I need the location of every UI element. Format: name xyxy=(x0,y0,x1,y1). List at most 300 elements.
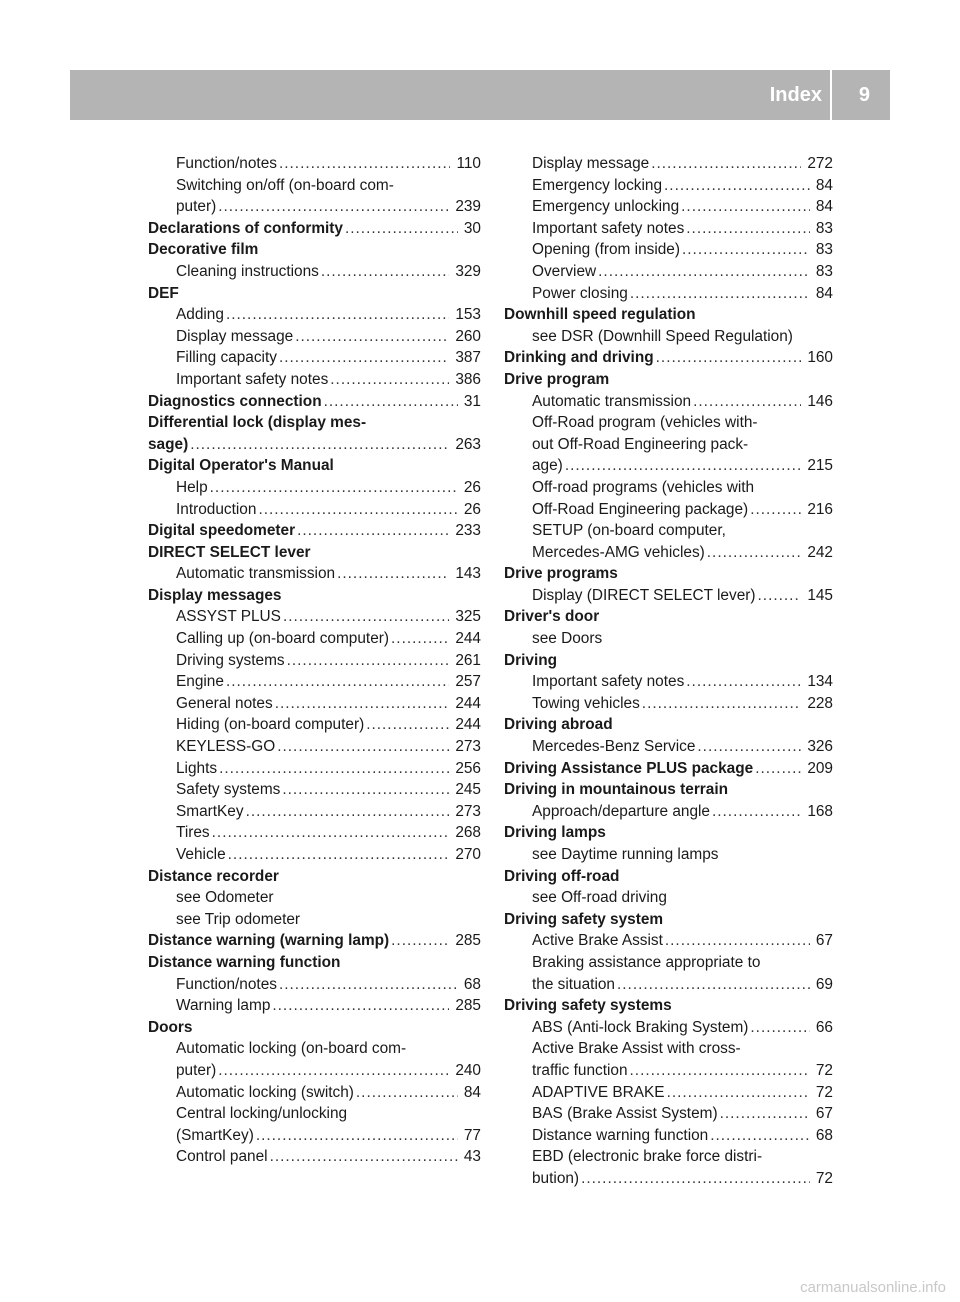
index-subentry xyxy=(148,909,481,931)
entry-text: Downhill speed regulation xyxy=(504,306,696,324)
page-ref: 326 xyxy=(807,738,833,756)
dot-leader xyxy=(758,585,802,607)
entry-text: Differential lock (display mes- xyxy=(148,414,367,432)
page-ref: 240 xyxy=(455,1061,481,1079)
index-subentry xyxy=(148,974,481,996)
page-ref: 145 xyxy=(807,586,833,604)
dot-leader xyxy=(642,693,802,715)
index-entry xyxy=(148,930,481,952)
dot-leader xyxy=(218,1060,449,1082)
index-entry xyxy=(148,239,481,261)
entry-text: Switching on/off (on-board com- xyxy=(176,176,394,194)
index-subentry xyxy=(504,153,833,175)
index-entry xyxy=(148,434,481,456)
dot-leader xyxy=(710,1125,810,1147)
entry-text: Display message xyxy=(532,155,650,172)
index-entry xyxy=(504,758,833,780)
entry-text: Off-Road program (vehicles with- xyxy=(532,414,758,432)
page-ref: 83 xyxy=(815,219,833,237)
entry-text: see Odometer xyxy=(176,889,274,907)
entry-text: Active Brake Assist with cross- xyxy=(532,1040,741,1058)
page-ref: 146 xyxy=(807,392,833,410)
dot-leader xyxy=(279,974,458,996)
dot-leader xyxy=(682,239,810,261)
entry-text: Display (DIRECT SELECT lever) xyxy=(532,586,756,604)
entry-text: ADAPTIVE BRAKE xyxy=(532,1083,665,1101)
index-subentry xyxy=(148,822,481,844)
entry-text: Driving safety systems xyxy=(504,997,672,1015)
entry-text: Power closing xyxy=(532,284,628,302)
entry-text: puter) xyxy=(176,198,217,216)
entry-text: Driving safety system xyxy=(504,910,664,928)
entry-text: Declarations of conformity xyxy=(148,219,343,237)
dot-leader xyxy=(686,671,801,693)
page-ref: 272 xyxy=(807,155,833,172)
index-subentry xyxy=(148,1146,481,1168)
page-ref: 268 xyxy=(455,824,481,842)
dot-leader xyxy=(218,196,449,218)
page-ref: 72 xyxy=(815,1061,833,1079)
entry-text: Driving in mountainous terrain xyxy=(504,781,729,799)
entry-text: Important safety notes xyxy=(532,673,685,691)
index-subentry xyxy=(504,239,833,261)
entry-text: Emergency unlocking xyxy=(532,198,680,216)
index-subentry xyxy=(148,844,481,866)
entry-text: Braking assistance appropriate to xyxy=(532,953,761,971)
index-subentry xyxy=(148,779,481,801)
index-subentry xyxy=(504,434,833,456)
index-entry xyxy=(504,909,833,931)
page-ref: 84 xyxy=(815,284,833,302)
dot-leader xyxy=(630,283,810,305)
index-subentry xyxy=(504,1082,833,1104)
entry-text: ABS (Anti-lock Braking System) xyxy=(532,1018,749,1036)
index-subentry xyxy=(504,520,833,542)
dot-leader xyxy=(720,1103,810,1125)
dot-leader xyxy=(258,499,457,521)
entry-text: Vehicle xyxy=(176,846,226,863)
index-subentry xyxy=(148,369,481,391)
dot-leader xyxy=(693,391,801,413)
dot-leader xyxy=(272,995,449,1017)
page-ref: 134 xyxy=(807,673,833,691)
index-entry xyxy=(148,866,481,888)
index-entry xyxy=(504,822,833,844)
entry-text: Warning lamp xyxy=(176,997,271,1015)
dot-leader xyxy=(321,261,449,283)
dot-leader xyxy=(681,196,810,218)
index-subentry xyxy=(504,930,833,952)
dot-leader xyxy=(391,930,449,952)
entry-text: puter) xyxy=(176,1061,217,1079)
index-entry xyxy=(148,391,481,413)
index-subentry xyxy=(504,974,833,996)
index-subentry xyxy=(148,1038,481,1060)
dot-leader xyxy=(707,542,802,564)
index-entry xyxy=(148,412,481,434)
index-subentry xyxy=(148,196,481,218)
entry-text: Off-road programs (vehicles with xyxy=(532,478,755,496)
index-entry xyxy=(504,995,833,1017)
index-entry xyxy=(504,714,833,736)
dot-leader xyxy=(356,1082,458,1104)
dot-leader xyxy=(665,930,810,952)
entry-text: Safety systems xyxy=(176,781,281,799)
entry-text: Introduction xyxy=(176,500,257,518)
entry-text: Important safety notes xyxy=(176,370,329,388)
entry-text: Central locking/unlocking xyxy=(176,1105,348,1123)
index-subentry xyxy=(504,887,833,909)
entry-text: Mercedes-AMG vehicles) xyxy=(532,543,705,561)
page-ref: 143 xyxy=(455,565,481,583)
dot-leader xyxy=(283,606,449,628)
dot-leader xyxy=(279,347,449,369)
entry-text: Decorative film xyxy=(148,241,259,259)
page-ref: 110 xyxy=(456,155,481,172)
entry-text: Function/notes xyxy=(176,975,277,993)
page-ref: 273 xyxy=(455,738,481,756)
index-subentry xyxy=(504,671,833,693)
dot-leader xyxy=(277,736,449,758)
index-subentry xyxy=(504,1146,833,1168)
index-subentry xyxy=(148,714,481,736)
index-subentry xyxy=(504,477,833,499)
header-bar xyxy=(70,70,890,120)
index-subentry xyxy=(148,1103,481,1125)
entry-text: Diagnostics connection xyxy=(148,392,322,410)
entry-text: see Doors xyxy=(532,630,603,648)
entry-text: Driver's door xyxy=(504,608,600,626)
dot-leader xyxy=(697,736,801,758)
dot-leader xyxy=(391,628,449,650)
dot-leader xyxy=(219,758,449,780)
index-subentry xyxy=(148,175,481,197)
entry-text: out Off-Road Engineering pack- xyxy=(532,435,749,453)
page-ref: 26 xyxy=(463,478,481,496)
entry-text: Automatic locking (switch) xyxy=(176,1083,354,1101)
page-ref: 43 xyxy=(463,1148,481,1166)
entry-text: Calling up (on-board computer) xyxy=(176,630,390,648)
dot-leader xyxy=(190,434,449,456)
page-ref: 31 xyxy=(463,392,481,410)
entry-text: Approach/departure angle xyxy=(532,802,710,820)
page-ref: 263 xyxy=(455,435,481,453)
entry-text: BAS (Brake Assist System) xyxy=(532,1105,718,1123)
dot-leader xyxy=(598,261,810,283)
index-subentry xyxy=(504,261,833,283)
entry-text: Cleaning instructions xyxy=(176,262,319,280)
page-ref: 239 xyxy=(455,198,481,216)
entry-text: Hiding (on-board computer) xyxy=(176,716,365,734)
entry-text: SmartKey xyxy=(176,802,244,820)
dot-leader xyxy=(337,563,449,585)
index-subentry xyxy=(148,1082,481,1104)
dot-leader xyxy=(226,671,449,693)
dot-leader xyxy=(270,1146,458,1168)
page-ref: 84 xyxy=(463,1083,481,1101)
page-ref: 242 xyxy=(807,543,833,561)
entry-text: Driving xyxy=(504,651,558,669)
index-subentry xyxy=(148,995,481,1017)
index-subentry xyxy=(148,758,481,780)
index-subentry xyxy=(504,326,833,348)
entry-text: Engine xyxy=(176,673,224,691)
page-ref: 67 xyxy=(815,932,833,950)
entry-text: Control panel xyxy=(176,1148,268,1166)
dot-leader xyxy=(630,1060,810,1082)
page-ref: 72 xyxy=(815,1083,833,1101)
dot-leader xyxy=(210,477,458,499)
page-ref: 387 xyxy=(455,349,481,367)
entry-text: Driving systems xyxy=(176,651,285,669)
index-subentry xyxy=(148,650,481,672)
index-subentry xyxy=(148,563,481,585)
entry-text: Important safety notes xyxy=(532,219,685,237)
entry-text: traffic function xyxy=(532,1061,628,1079)
index-entry xyxy=(148,218,481,240)
entry-text: Emergency locking xyxy=(532,176,663,194)
dot-leader xyxy=(366,714,449,736)
entry-text: Digital Operator's Manual xyxy=(148,457,334,475)
index-entry xyxy=(148,455,481,477)
index-subentry xyxy=(148,499,481,521)
page-ref: 329 xyxy=(455,262,481,280)
entry-text: sage) xyxy=(148,435,189,453)
page-ref: 260 xyxy=(455,327,481,345)
page-ref: 168 xyxy=(807,802,833,820)
index-subentry xyxy=(148,347,481,369)
index-subentry xyxy=(148,606,481,628)
entry-text: Driving lamps xyxy=(504,824,606,842)
dot-leader xyxy=(256,1125,458,1147)
index-entry xyxy=(148,1017,481,1039)
dot-leader xyxy=(246,801,450,823)
index-subentry xyxy=(504,196,833,218)
index-subentry xyxy=(148,671,481,693)
page-ref: 83 xyxy=(815,262,833,280)
dot-leader xyxy=(279,153,450,175)
entry-text: Distance warning (warning lamp) xyxy=(148,932,390,950)
index-subentry xyxy=(504,844,833,866)
entry-text: Driving abroad xyxy=(504,716,613,734)
index-subentry xyxy=(148,628,481,650)
page-ref: 66 xyxy=(815,1018,833,1036)
index-entry xyxy=(148,520,481,542)
page-ref: 83 xyxy=(815,241,833,259)
index-subentry xyxy=(504,542,833,564)
dot-leader xyxy=(656,347,802,369)
dot-leader xyxy=(297,520,449,542)
entry-text: Tires xyxy=(176,824,210,842)
index-entry xyxy=(504,866,833,888)
page-ref: 244 xyxy=(455,716,481,734)
page-ref: 233 xyxy=(455,522,481,540)
entry-text: Function/notes xyxy=(176,155,277,172)
dot-leader xyxy=(212,822,450,844)
entry-text: Towing vehicles xyxy=(532,694,640,712)
entry-text: age) xyxy=(532,457,563,475)
index-subentry xyxy=(148,1060,481,1082)
entry-text: Doors xyxy=(148,1018,193,1036)
entry-text: Opening (from inside) xyxy=(532,241,680,259)
index-column-left xyxy=(148,153,481,1168)
entry-text: Adding xyxy=(176,306,224,324)
entry-text: Drinking and driving xyxy=(504,349,654,367)
entry-text: the situation xyxy=(532,975,615,993)
entry-text: see DSR (Downhill Speed Regulation) xyxy=(532,327,793,345)
entry-text: Display message xyxy=(176,327,294,345)
page-ref: 72 xyxy=(815,1169,833,1187)
entry-text: Overview xyxy=(532,262,597,280)
dot-leader xyxy=(275,693,450,715)
entry-text: Digital speedometer xyxy=(148,522,296,540)
index-entry xyxy=(148,283,481,305)
entry-text: see Trip odometer xyxy=(176,910,301,928)
page-ref: 257 xyxy=(455,673,481,691)
entry-text: Distance warning function xyxy=(532,1126,709,1144)
entry-text: Off-Road Engineering package) xyxy=(532,500,749,518)
page-ref: 270 xyxy=(455,846,481,863)
entry-text: DIRECT SELECT lever xyxy=(148,543,311,561)
index-entry xyxy=(504,563,833,585)
entry-text: Filling capacity xyxy=(176,349,277,367)
entry-text: Active Brake Assist xyxy=(532,932,663,950)
index-subentry xyxy=(148,153,481,175)
index-subentry xyxy=(148,477,481,499)
dot-leader xyxy=(565,455,802,477)
index-subentry xyxy=(504,1103,833,1125)
dot-leader xyxy=(282,779,449,801)
index-entry xyxy=(504,369,833,391)
dot-leader xyxy=(750,499,801,521)
dot-leader xyxy=(667,1082,810,1104)
dot-leader xyxy=(651,153,801,175)
page-ref: 285 xyxy=(455,997,481,1015)
page-ref: 84 xyxy=(815,176,833,194)
entry-text: Distance recorder xyxy=(148,867,279,885)
entry-text: see Daytime running lamps xyxy=(532,846,719,863)
index-entry xyxy=(148,585,481,607)
entry-text: Mercedes-Benz Service xyxy=(532,738,696,756)
entry-text: Driving off-road xyxy=(504,867,620,885)
index-entry xyxy=(504,779,833,801)
entry-text: DEF xyxy=(148,284,179,302)
index-subentry xyxy=(504,736,833,758)
index-subentry xyxy=(148,736,481,758)
page-ref: 273 xyxy=(455,802,481,820)
entry-text: see Off-road driving xyxy=(532,889,667,907)
dot-leader xyxy=(755,758,801,780)
index-entry xyxy=(148,542,481,564)
page-ref: 261 xyxy=(455,651,481,669)
index-subentry xyxy=(504,283,833,305)
header-divider xyxy=(830,70,832,120)
entry-text: Distance warning function xyxy=(148,953,341,971)
index-subentry xyxy=(148,887,481,909)
page-ref: 153 xyxy=(455,306,481,324)
entry-text: Automatic locking (on-board com- xyxy=(176,1040,407,1058)
index-entry xyxy=(504,304,833,326)
page-ref: 228 xyxy=(807,694,833,712)
page-ref: 68 xyxy=(463,975,481,993)
dot-leader xyxy=(330,369,449,391)
page-ref: 215 xyxy=(807,457,833,475)
page-ref: 244 xyxy=(455,694,481,712)
dot-leader xyxy=(228,844,450,866)
entry-text: Help xyxy=(176,478,208,496)
index-subentry xyxy=(148,801,481,823)
dot-leader xyxy=(295,326,449,348)
entry-text: KEYLESS-GO xyxy=(176,738,276,756)
page-ref: 245 xyxy=(455,781,481,799)
dot-leader xyxy=(750,1017,809,1039)
index-subentry xyxy=(504,218,833,240)
index-subentry xyxy=(504,412,833,434)
index-subentry xyxy=(504,585,833,607)
entry-text: Automatic transmission xyxy=(176,565,336,583)
entry-text: Driving Assistance PLUS package xyxy=(504,759,754,777)
dot-leader xyxy=(324,391,458,413)
entry-text: bution) xyxy=(532,1169,580,1187)
index-subentry xyxy=(504,801,833,823)
entry-text: Drive programs xyxy=(504,565,618,583)
page-ref: 256 xyxy=(455,759,481,777)
index-subentry xyxy=(504,1038,833,1060)
index-subentry xyxy=(504,499,833,521)
entry-text: EBD (electronic brake force distri- xyxy=(532,1148,763,1166)
entry-text: Display messages xyxy=(148,586,282,604)
page-ref: 77 xyxy=(463,1126,481,1144)
dot-leader xyxy=(581,1168,810,1190)
index-subentry xyxy=(148,261,481,283)
index-subentry xyxy=(148,304,481,326)
entry-text: SETUP (on-board computer, xyxy=(532,522,726,540)
page-ref: 84 xyxy=(815,198,833,216)
entry-text: Lights xyxy=(176,759,218,777)
dot-leader xyxy=(287,650,450,672)
entry-text: ASSYST PLUS xyxy=(176,608,281,626)
index-subentry xyxy=(504,1060,833,1082)
index-subentry xyxy=(504,1125,833,1147)
index-entry xyxy=(504,650,833,672)
index-subentry xyxy=(504,628,833,650)
entry-text: Drive program xyxy=(504,370,610,388)
index-subentry xyxy=(148,693,481,715)
index-subentry xyxy=(504,952,833,974)
index-subentry xyxy=(504,693,833,715)
page-ref: 285 xyxy=(455,932,481,950)
entry-text: (SmartKey) xyxy=(176,1126,254,1144)
page-ref: 30 xyxy=(463,219,481,237)
entry-text: Automatic transmission xyxy=(532,392,692,410)
dot-leader xyxy=(226,304,449,326)
page-ref: 209 xyxy=(807,759,833,777)
page-ref: 68 xyxy=(815,1126,833,1144)
dot-leader xyxy=(686,218,810,240)
dot-leader xyxy=(617,974,810,996)
index-entry xyxy=(504,606,833,628)
page-ref: 325 xyxy=(455,608,481,626)
page-ref: 160 xyxy=(807,349,833,367)
dot-leader xyxy=(712,801,801,823)
page-ref: 26 xyxy=(463,500,481,518)
index-subentry xyxy=(504,1017,833,1039)
index-entry xyxy=(504,347,833,369)
watermark: carmanualsonline.info xyxy=(800,1279,946,1296)
index-subentry xyxy=(504,455,833,477)
page-number: 9 xyxy=(858,84,870,106)
page-ref: 386 xyxy=(455,370,481,388)
